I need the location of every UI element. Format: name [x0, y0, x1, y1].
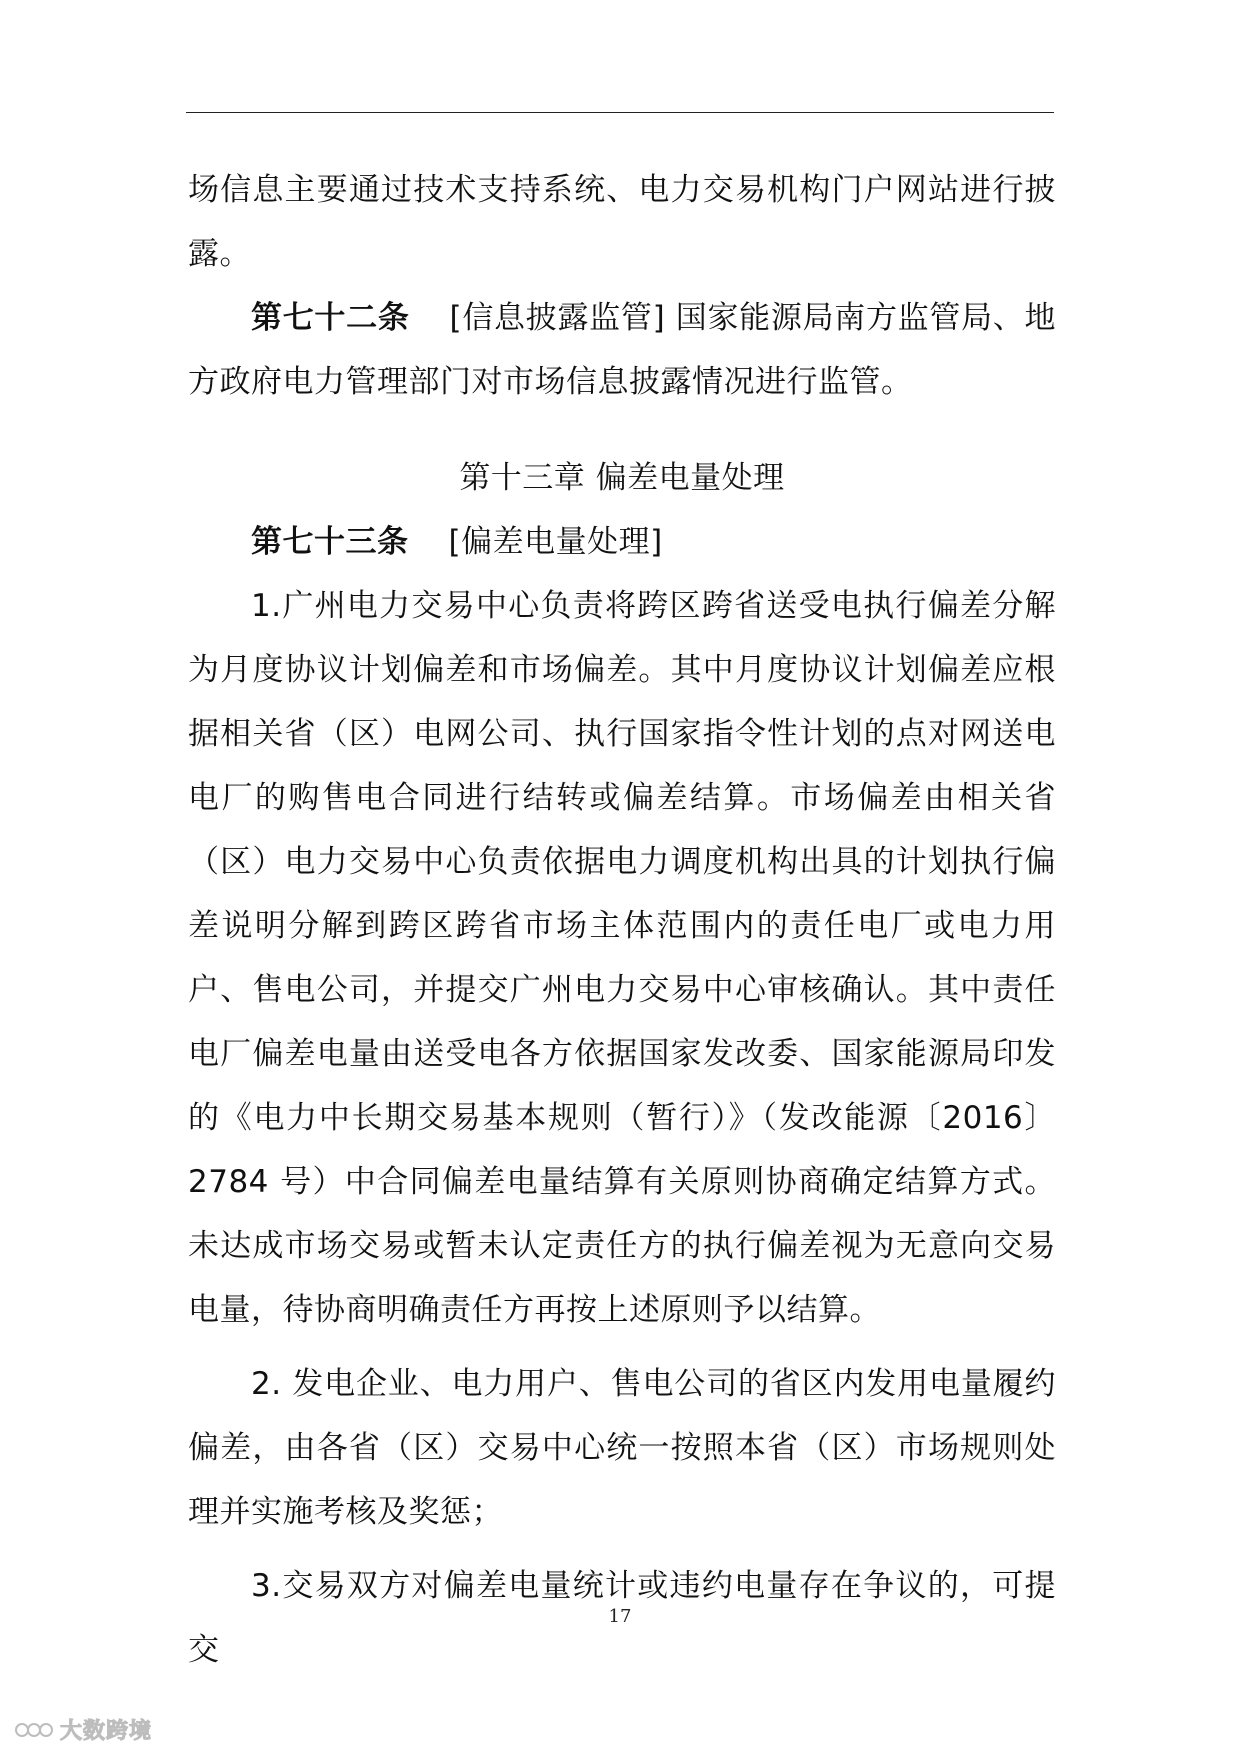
- article-73-item-3: 3.交易双方对偏差电量统计或违约电量存在争议的，可提交: [188, 1568, 1056, 1668]
- header-rule: [186, 112, 1054, 113]
- article-73-item-1: 1.广州电力交易中心负责将跨区跨省送受电执行偏差分解为月度协议计划偏差和市场偏差。其中月度协议计划偏差应根据相关省（区）电网公司、执行国家指令性计划的点对网送电电厂的购售电合同进行结转或偏差结算。市场偏差由相关省（区）电力交易中心负责依据电力调度机构出具的计划执行偏差说明分解到跨区跨省市场主体范围内的责任电厂或电力用户、售电公司，并提交广州电力交易中心审核确认。其中责任电厂偏差电量由送受电各方依据国家发改委、国家能源局印发的《电力中长期交易基本规则（暂行）》（发改能源〔2016〕2784 号）中合同偏差电量结算有关原则协商确定结算方式。未达成市场交易或暂未认定责任方的执行偏差视为无意向交易电量，待协商明确责任方再按上述原则予以结算。: [188, 588, 1056, 1328]
- article-72-number: 第七十二条: [251, 300, 410, 336]
- watermark-text: 大数跨境: [60, 1719, 153, 1744]
- page-number: 17: [608, 1606, 632, 1627]
- watermark-logo-icon: [14, 1718, 54, 1742]
- article-73: [188, 510, 1056, 574]
- article-73-item-2: 2. 发电企业、电力用户、售电公司的省区内发用电量履约偏差，由各省（区）交易中心统一按照本省（区）市场规则处理并实施考核及奖惩；: [188, 1366, 1056, 1530]
- paragraph-continuation: 场信息主要通过技术支持系统、电力交易机构门户网站进行披露。: [188, 172, 1056, 272]
- watermark: [14, 1714, 152, 1745]
- article-72: [188, 286, 1056, 414]
- article-73-number: 第七十三条: [251, 524, 409, 560]
- chapter-13-heading: 第十三章 偏差电量处理: [459, 460, 785, 496]
- article-73-text: [偏差电量处理]: [448, 524, 663, 560]
- article-72-text: [信息披露监管] 国家能源局南方监管局、地方政府电力管理部门对市场信息披露情况进行监管。: [188, 300, 1057, 400]
- document-body: [188, 158, 1056, 1682]
